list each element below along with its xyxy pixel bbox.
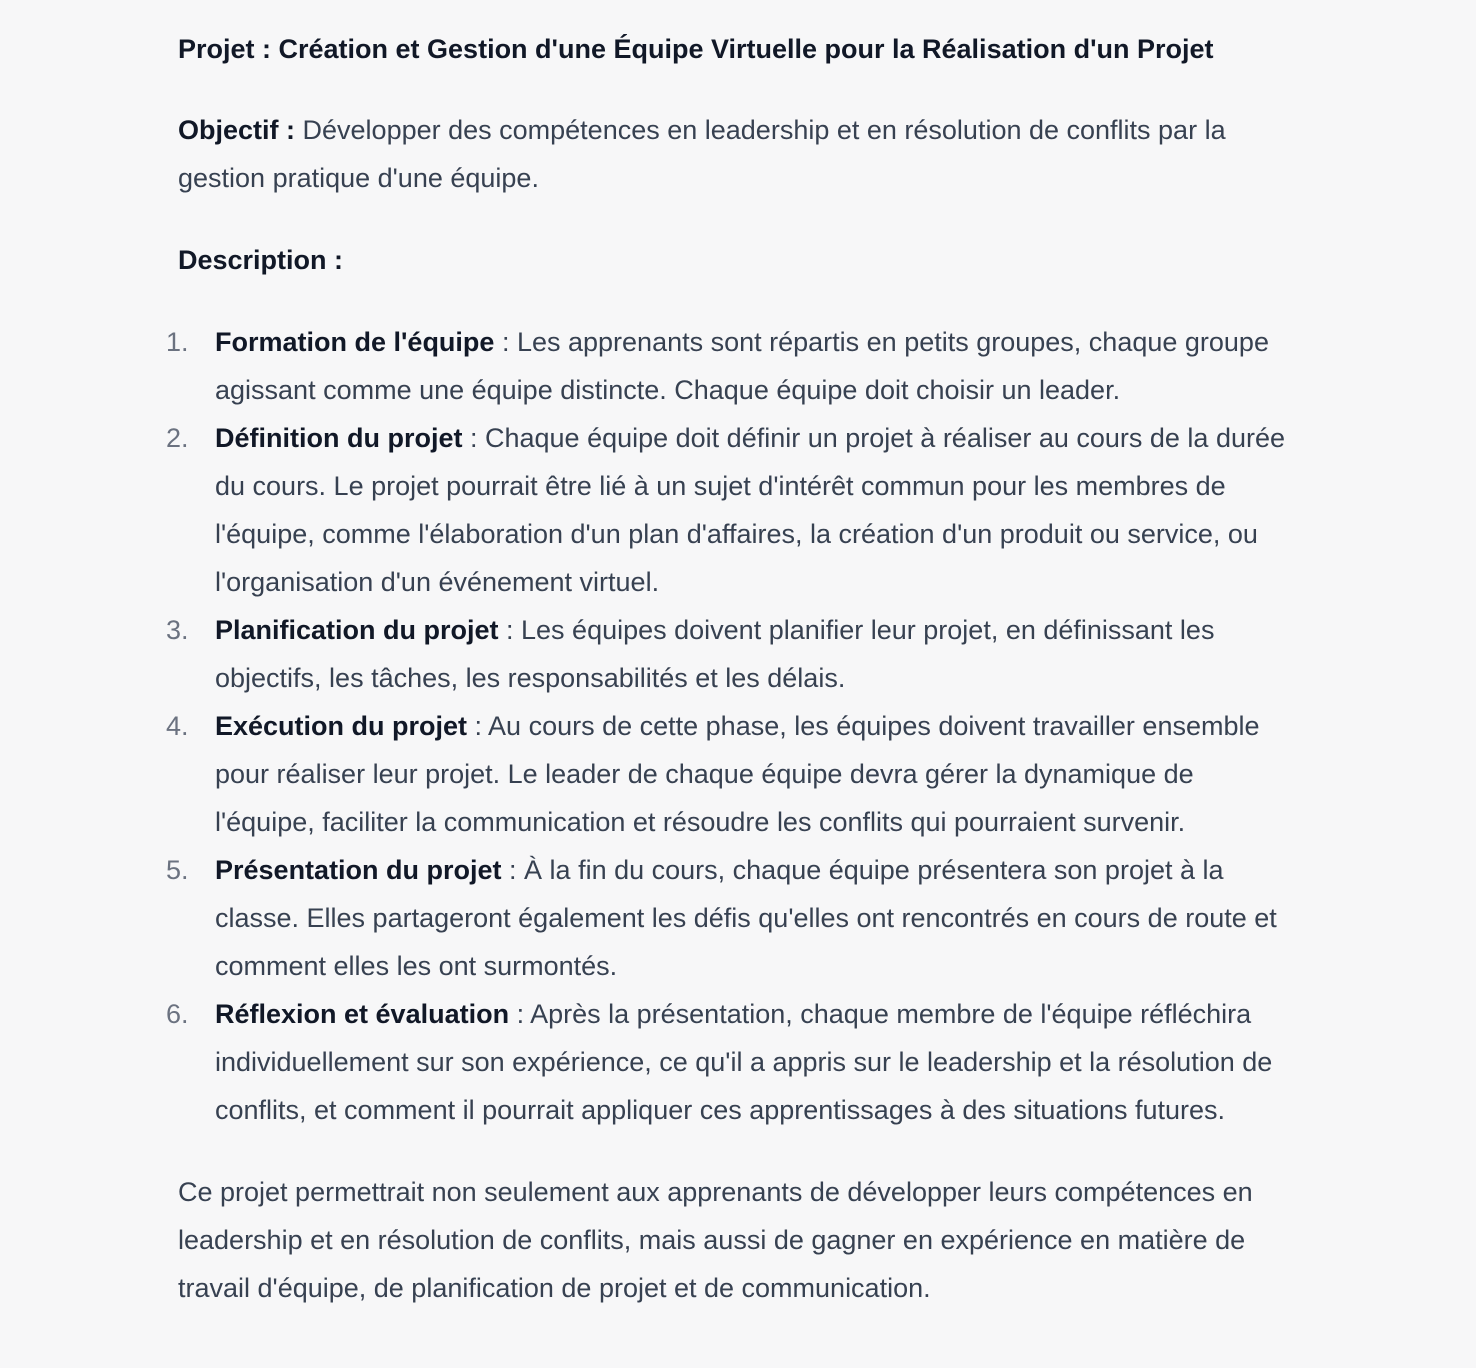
- description-label: Description :: [178, 245, 344, 275]
- list-item-text: : Les équipes doivent planifier leur projet, en définissant les objectifs, les tâches, les responsabilités et les délais.: [215, 615, 1215, 693]
- list-item-text: : Chaque équipe doit définir un projet à réaliser au cours de la durée du cours. Le projet pourrait être lié à un sujet d'intérêt commun pour les membres de l'équipe, comme l'élaboration d'un plan d'affaires, la création d'un produit ou service, ou l'organisation d'un événement virtuel.: [215, 423, 1286, 597]
- list-item-title: Réflexion et évaluation: [215, 999, 510, 1029]
- objective-text: Développer des compétences en leadership et en résolution de conflits par la gestion pratique d'une équipe.: [178, 115, 1226, 193]
- list-item-text: : À la fin du cours, chaque équipe présentera son projet à la classe. Elles partageront également les défis qu'elles ont rencontrés en cours de route et comment elles les ont surmontés.: [215, 855, 1277, 981]
- list-item: [166, 702, 1288, 846]
- list-item-number: 2.: [166, 423, 189, 453]
- list-item-number: 6.: [166, 999, 189, 1029]
- project-title: [178, 24, 1288, 74]
- list-item-number: 4.: [166, 711, 189, 741]
- list-item-number: 3.: [166, 615, 189, 645]
- list-item-title: Exécution du projet: [215, 711, 468, 741]
- list-item: [166, 846, 1288, 990]
- objective-label: Objectif :: [178, 115, 296, 145]
- list-item-title: Définition du projet: [215, 423, 463, 453]
- assistant-message: [166, 24, 1288, 1312]
- closing-paragraph: Ce projet permettrait non seulement aux apprenants de développer leurs compétences en leadership et en résolution de conflits, mais aussi de gagner en expérience en matière de travail d'équipe, de planification de projet et de communication.: [178, 1177, 1253, 1303]
- list-item: [166, 414, 1288, 606]
- list-item-text: : Les apprenants sont répartis en petits groupes, chaque groupe agissant comme une équipe distincte. Chaque équipe doit choisir un leader.: [215, 327, 1269, 405]
- list-item-title: Formation de l'équipe: [215, 327, 495, 357]
- list-item-number: 1.: [166, 327, 189, 357]
- list-item-text: : Après la présentation, chaque membre de l'équipe réfléchira individuellement sur son expérience, ce qu'il a appris sur le leadership et la résolution de conflits, et comment il pourrait appliquer ces apprentissages à des situations futures.: [215, 999, 1273, 1125]
- list-item: [166, 318, 1288, 414]
- steps-list: [166, 318, 1288, 1134]
- list-item: [166, 990, 1288, 1134]
- objective-paragraph: [178, 106, 1288, 202]
- list-item-text: : Au cours de cette phase, les équipes doivent travailler ensemble pour réaliser leur projet. Le leader de chaque équipe devra gérer la dynamique de l'équipe, faciliter la communication et résoudre les conflits qui pourraient survenir.: [215, 711, 1260, 837]
- description-heading: [178, 236, 1288, 284]
- list-item-title: Présentation du projet: [215, 855, 502, 885]
- list-item-number: 5.: [166, 855, 189, 885]
- list-item-title: Planification du projet: [215, 615, 499, 645]
- list-item: [166, 606, 1288, 702]
- project-title-text: Projet : Création et Gestion d'une Équipe Virtuelle pour la Réalisation d'un Projet: [178, 34, 1214, 64]
